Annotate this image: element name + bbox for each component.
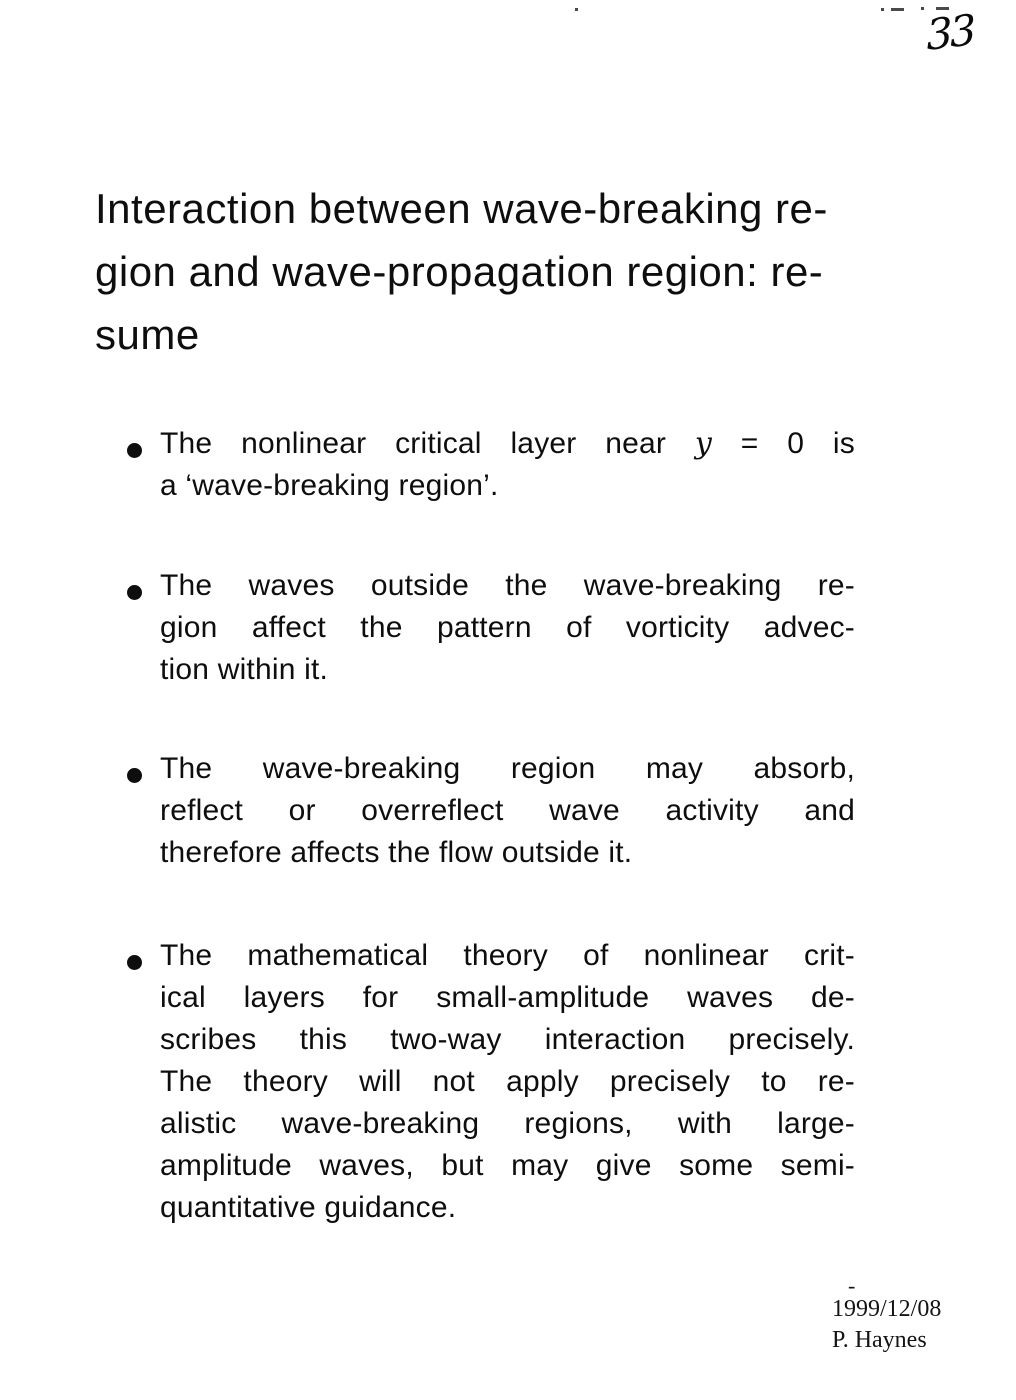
scan-speck xyxy=(921,7,924,10)
title-line-1: Interaction between wave-breaking re- xyxy=(95,185,828,232)
footer-date: 1999/12/08 xyxy=(832,1296,942,1322)
title-line-2: gion and wave-propagation region: re- xyxy=(95,248,824,295)
page-title xyxy=(95,177,955,366)
footer xyxy=(832,1273,942,1356)
bullet-line: therefore affects the flow outside it. xyxy=(160,836,633,869)
bullet-line: gion affect the pattern of vorticity advec- xyxy=(160,611,855,644)
bullet-line: reflect or overreflect wave activity and xyxy=(160,794,855,827)
bullet-line-text: The nonlinear critical layer near xyxy=(160,427,695,460)
bullet-line: The wave-breaking region may absorb, xyxy=(160,752,855,785)
bullet-line: The mathematical theory of nonlinear crit- xyxy=(160,939,855,972)
bullet-text xyxy=(160,935,855,1229)
bullet-line: The theory will not apply precisely to re- xyxy=(160,1065,855,1098)
math-variable-y: y xyxy=(694,426,713,461)
bullet-icon xyxy=(127,955,142,970)
bullet-line: The waves outside the wave-breaking re- xyxy=(160,569,855,602)
bullet-line: amplitude waves, but may give some semi- xyxy=(160,1149,855,1182)
bullet-icon xyxy=(127,768,142,783)
bullet-item-2 xyxy=(127,565,855,691)
title-line-3: sume xyxy=(95,311,200,358)
bullet-line: tion within it. xyxy=(160,653,329,686)
bullet-line: alistic wave-breaking regions, with large- xyxy=(160,1107,855,1140)
bullet-line: ical layers for small-amplitude waves de- xyxy=(160,981,855,1014)
bullet-icon xyxy=(127,585,142,600)
bullet-item-4 xyxy=(127,935,855,1229)
footer-author: P. Haynes xyxy=(832,1327,927,1353)
bullet-line: quantitative guidance. xyxy=(160,1191,457,1224)
bullet-text xyxy=(160,748,855,874)
bullet-line xyxy=(160,423,855,465)
scan-speck xyxy=(881,8,884,11)
scan-speck xyxy=(575,8,578,11)
bullet-item-1 xyxy=(127,423,855,507)
bullet-marker-column xyxy=(127,423,160,507)
bullet-marker-column xyxy=(127,935,160,1229)
bullet-text xyxy=(160,565,855,691)
scan-speck xyxy=(891,8,904,11)
bullet-line-text: = 0 is xyxy=(712,427,855,460)
bullet-text xyxy=(160,423,855,507)
bullet-marker-column xyxy=(127,565,160,691)
bullet-item-3 xyxy=(127,748,855,874)
handwritten-page-number: 33 xyxy=(924,5,975,60)
bullet-line: a ‘wave-breaking region’. xyxy=(160,469,499,502)
bullet-line: scribes this two-way interaction precisely. xyxy=(160,1023,855,1056)
bullet-marker-column xyxy=(127,748,160,874)
footer-dash: - xyxy=(848,1273,856,1298)
bullet-icon xyxy=(127,443,142,458)
